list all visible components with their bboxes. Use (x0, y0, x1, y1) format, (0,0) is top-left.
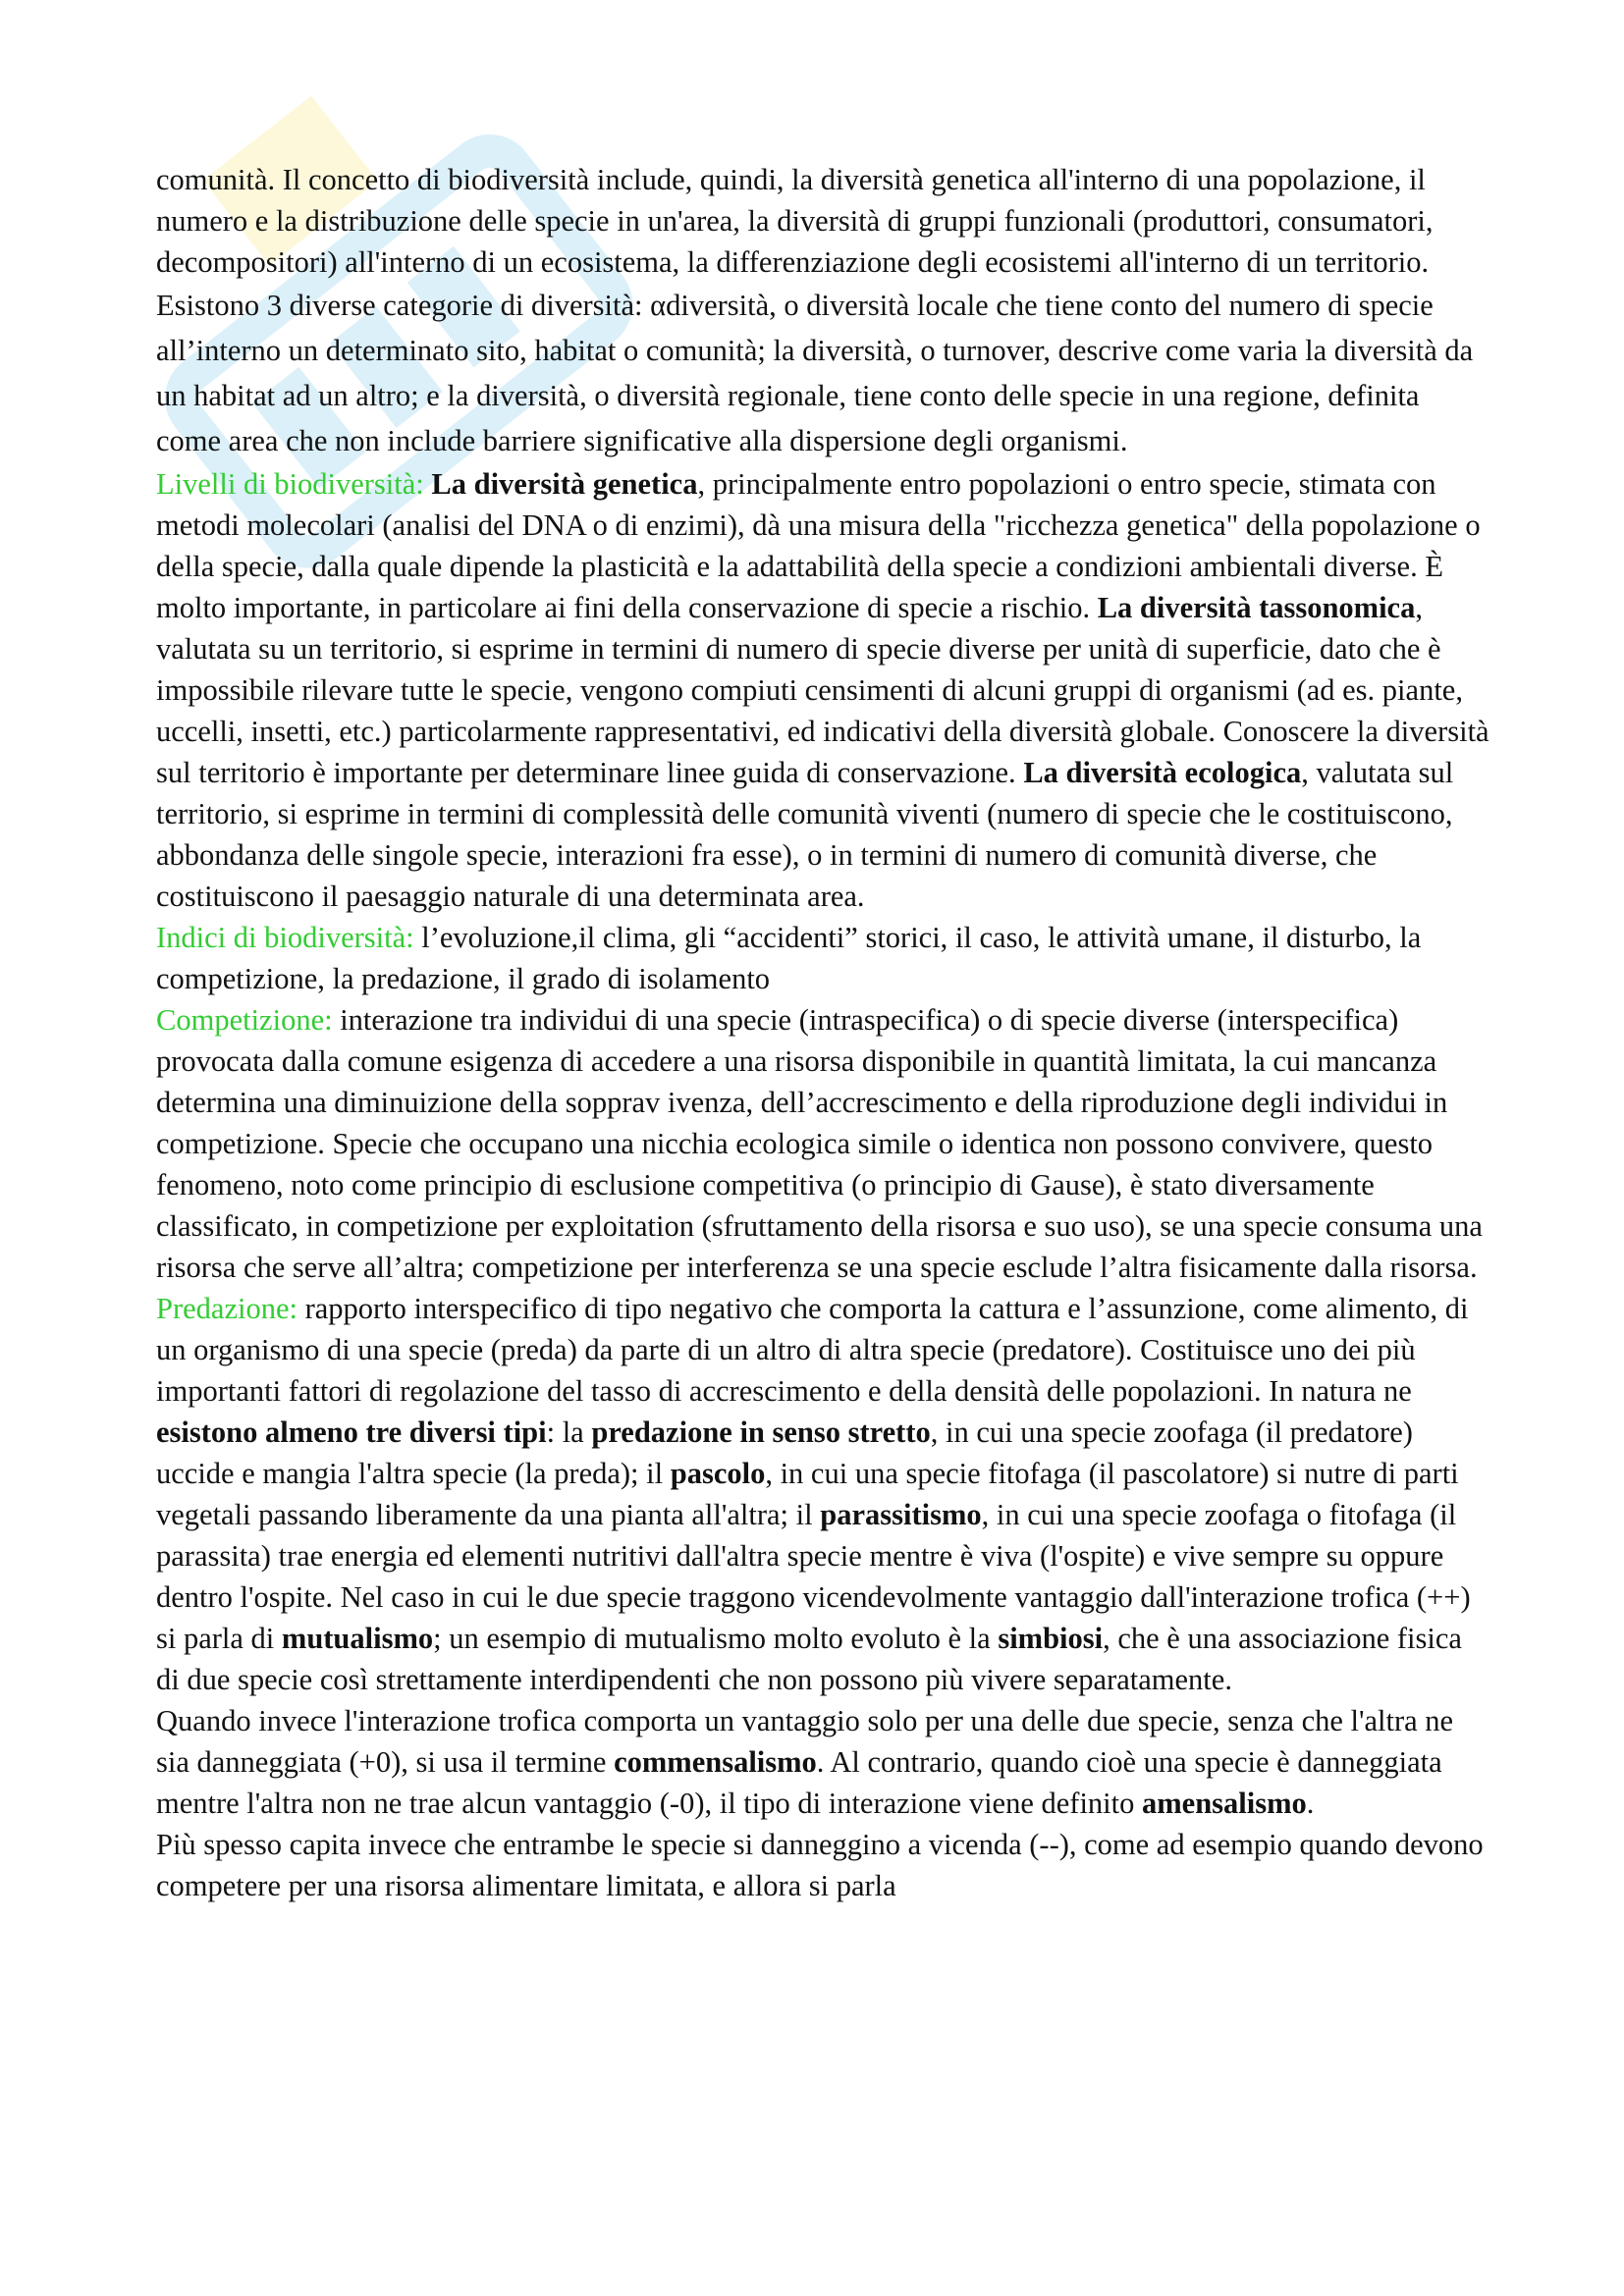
paragraph-biodiversity-levels (156, 463, 1491, 917)
term-pascolo: pascolo (670, 1457, 766, 1490)
term-mutualismo: mutualismo (281, 1622, 434, 1655)
term-simbiosi: simbiosi (998, 1622, 1104, 1655)
paragraph-predation (156, 1288, 1491, 1700)
text-span: Quando invece l'interazione trofica comporta un vantaggio solo per una delle due specie, senza che l'altra ne sia danneggiata (+0), si usa il termine (156, 1704, 1454, 1779)
text-span: interazione tra individui di una specie (intraspecifica) o di specie diverse (interspecifica) provocata dalla comune esigenza di accedere a una risorsa disponibile in quantità limitata, la cui mancanza determina una diminuizione della sopprav ivenza, dell’accrescimento e della riproduzione degli individui in competizione. Specie che occupano una nicchia ecologica simile o identica non possono convivere, questo fenomeno, noto come principio di esclusione competitiva (o principio di Gause), è stato diversamente classificato, in competizione per exploitation (sfruttamento della risorsa e suo uso), se una specie consuma una risorsa che serve all’altra; competizione per interferenza se una specie esclude l’altra fisicamente dalla risorsa. (156, 1003, 1483, 1284)
paragraph-diversity-categories: Esistono 3 diverse categorie di diversità: αdiversità, o diversità locale che tiene conto del numero di specie all’interno un determinato sito, habitat o comunità; la diversità, o turnover, descrive come varia la diversità da un habitat ad un altro; e la diversità, o diversità regionale, tiene conto delle specie in una regione, definita come area che non include barriere significative alla dispersione degli organismi. (156, 289, 1474, 457)
term-predazione-stretto: predazione in senso stretto (591, 1415, 931, 1449)
term-amensalismo: amensalismo (1142, 1787, 1307, 1820)
heading-indici: Indici di biodiversità: (156, 921, 414, 954)
text-span: ; un esempio di mutualismo molto evoluto è la (433, 1622, 999, 1655)
text-span: , che è una associazione fisica di due specie così strettamente interdipendenti che non possono più vivere separatamente. (156, 1622, 1462, 1696)
term-diversita-genetica: La diversità genetica (431, 467, 698, 501)
term-tre-tipi: esistono almeno tre diversi tipi (156, 1415, 547, 1449)
heading-predazione: Predazione: (156, 1292, 298, 1325)
document-body (156, 159, 1491, 1906)
text-span: , valutata su un territorio, si esprime in termini di numero di specie diverse per unità di superficie, dato che è impossibile rilevare tutte le specie, vengono compiuti censimenti di alcuni gruppi di organismi (ad es. piante, uccelli, insetti, etc.) particolarmente rappresentativi, ed indicativi della diversità globale. Conoscere la diversità sul territorio è importante per determinare linee guida di conservazione. (156, 591, 1489, 789)
text-span: : la (546, 1415, 592, 1449)
text-span: l’evoluzione,il clima, gli “accidenti” storici, il caso, le attività umane, il disturbo, la competizione, la predazione, il grado di isolamento (156, 921, 1422, 995)
text-span: rapporto interspecifico di tipo negativo che comporta la cattura e l’assunzione, come alimento, di un organismo di una specie (preda) da parte di un altro di altra specie (predatore). Costituisce uno dei più importanti fattori di regolazione del tasso di accrescimento e della densità delle popolazioni. In natura ne (156, 1292, 1469, 1408)
heading-competizione: Competizione: (156, 1003, 333, 1037)
paragraph-biodiversity-indices (156, 917, 1491, 999)
text-span: , in cui una specie zoofaga o fitofaga (il parassita) trae energia ed elementi nutritivi dall'altra specie mentre è viva (l'ospite) e vive sempre su oppure dentro l'ospite. Nel caso in cui le due specie traggono vicendevolmente vantaggio dall'interazione trofica (++) si parla di (156, 1498, 1471, 1655)
term-commensalismo: commensalismo (614, 1745, 817, 1779)
text-span: , valutata sul territorio, si esprime in termini di complessità delle comunità viventi (numero di specie che le costituiscono, abbondanza delle singole specie, interazioni fra esse), o in termini di numero di comunità diverse, che costituiscono il paesaggio naturale di una determinata area. (156, 756, 1454, 913)
heading-livelli: Livelli di biodiversità: (156, 467, 424, 501)
paragraph-competition-mutual: Più spesso capita invece che entrambe le specie si danneggino a vicenda (--), come ad esempio quando devono competere per una risorsa alimentare limitata, e allora si parla (156, 1828, 1484, 1902)
paragraph-competition (156, 999, 1491, 1288)
term-diversita-ecologica: La diversità ecologica (1023, 756, 1302, 789)
text-span: . Al contrario, quando cioè una specie è danneggiata mentre l'altra non ne trae alcun vantaggio (-0), il tipo di interazione viene definito (156, 1745, 1442, 1820)
term-diversita-tassonomica: La diversità tassonomica (1097, 591, 1416, 624)
paragraph-biodiversity-concept: comunità. Il concetto di biodiversità include, quindi, la diversità genetica all'interno di una popolazione, il numero e la distribuzione delle specie in un'area, la diversità di gruppi funzionali (produttori, consumatori, decompositori) all'interno di un ecosistema, la differenziazione degli ecosistemi all'interno di un territorio. (156, 163, 1434, 279)
paragraph-commensalism (156, 1700, 1491, 1824)
text-span: , in cui una specie fitofaga (il pascolatore) si nutre di parti vegetali passando liberamente da una pianta all'altra; il (156, 1457, 1459, 1531)
text-span: . (1306, 1787, 1315, 1820)
term-parassitismo: parassitismo (820, 1498, 982, 1531)
text-span: , in cui una specie zoofaga (il predatore) uccide e mangia l'altra specie (la preda); il (156, 1415, 1413, 1490)
text-span: , principalmente entro popolazioni o entro specie, stimata con metodi molecolari (analisi del DNA o di enzimi), dà una misura della "ricchezza genetica" della popolazione o della specie, dalla quale dipende la plasticità e la adattabilità della specie a condizioni ambientali diverse. È molto importante, in particolare ai fini della conservazione di specie a rischio. (156, 467, 1481, 624)
